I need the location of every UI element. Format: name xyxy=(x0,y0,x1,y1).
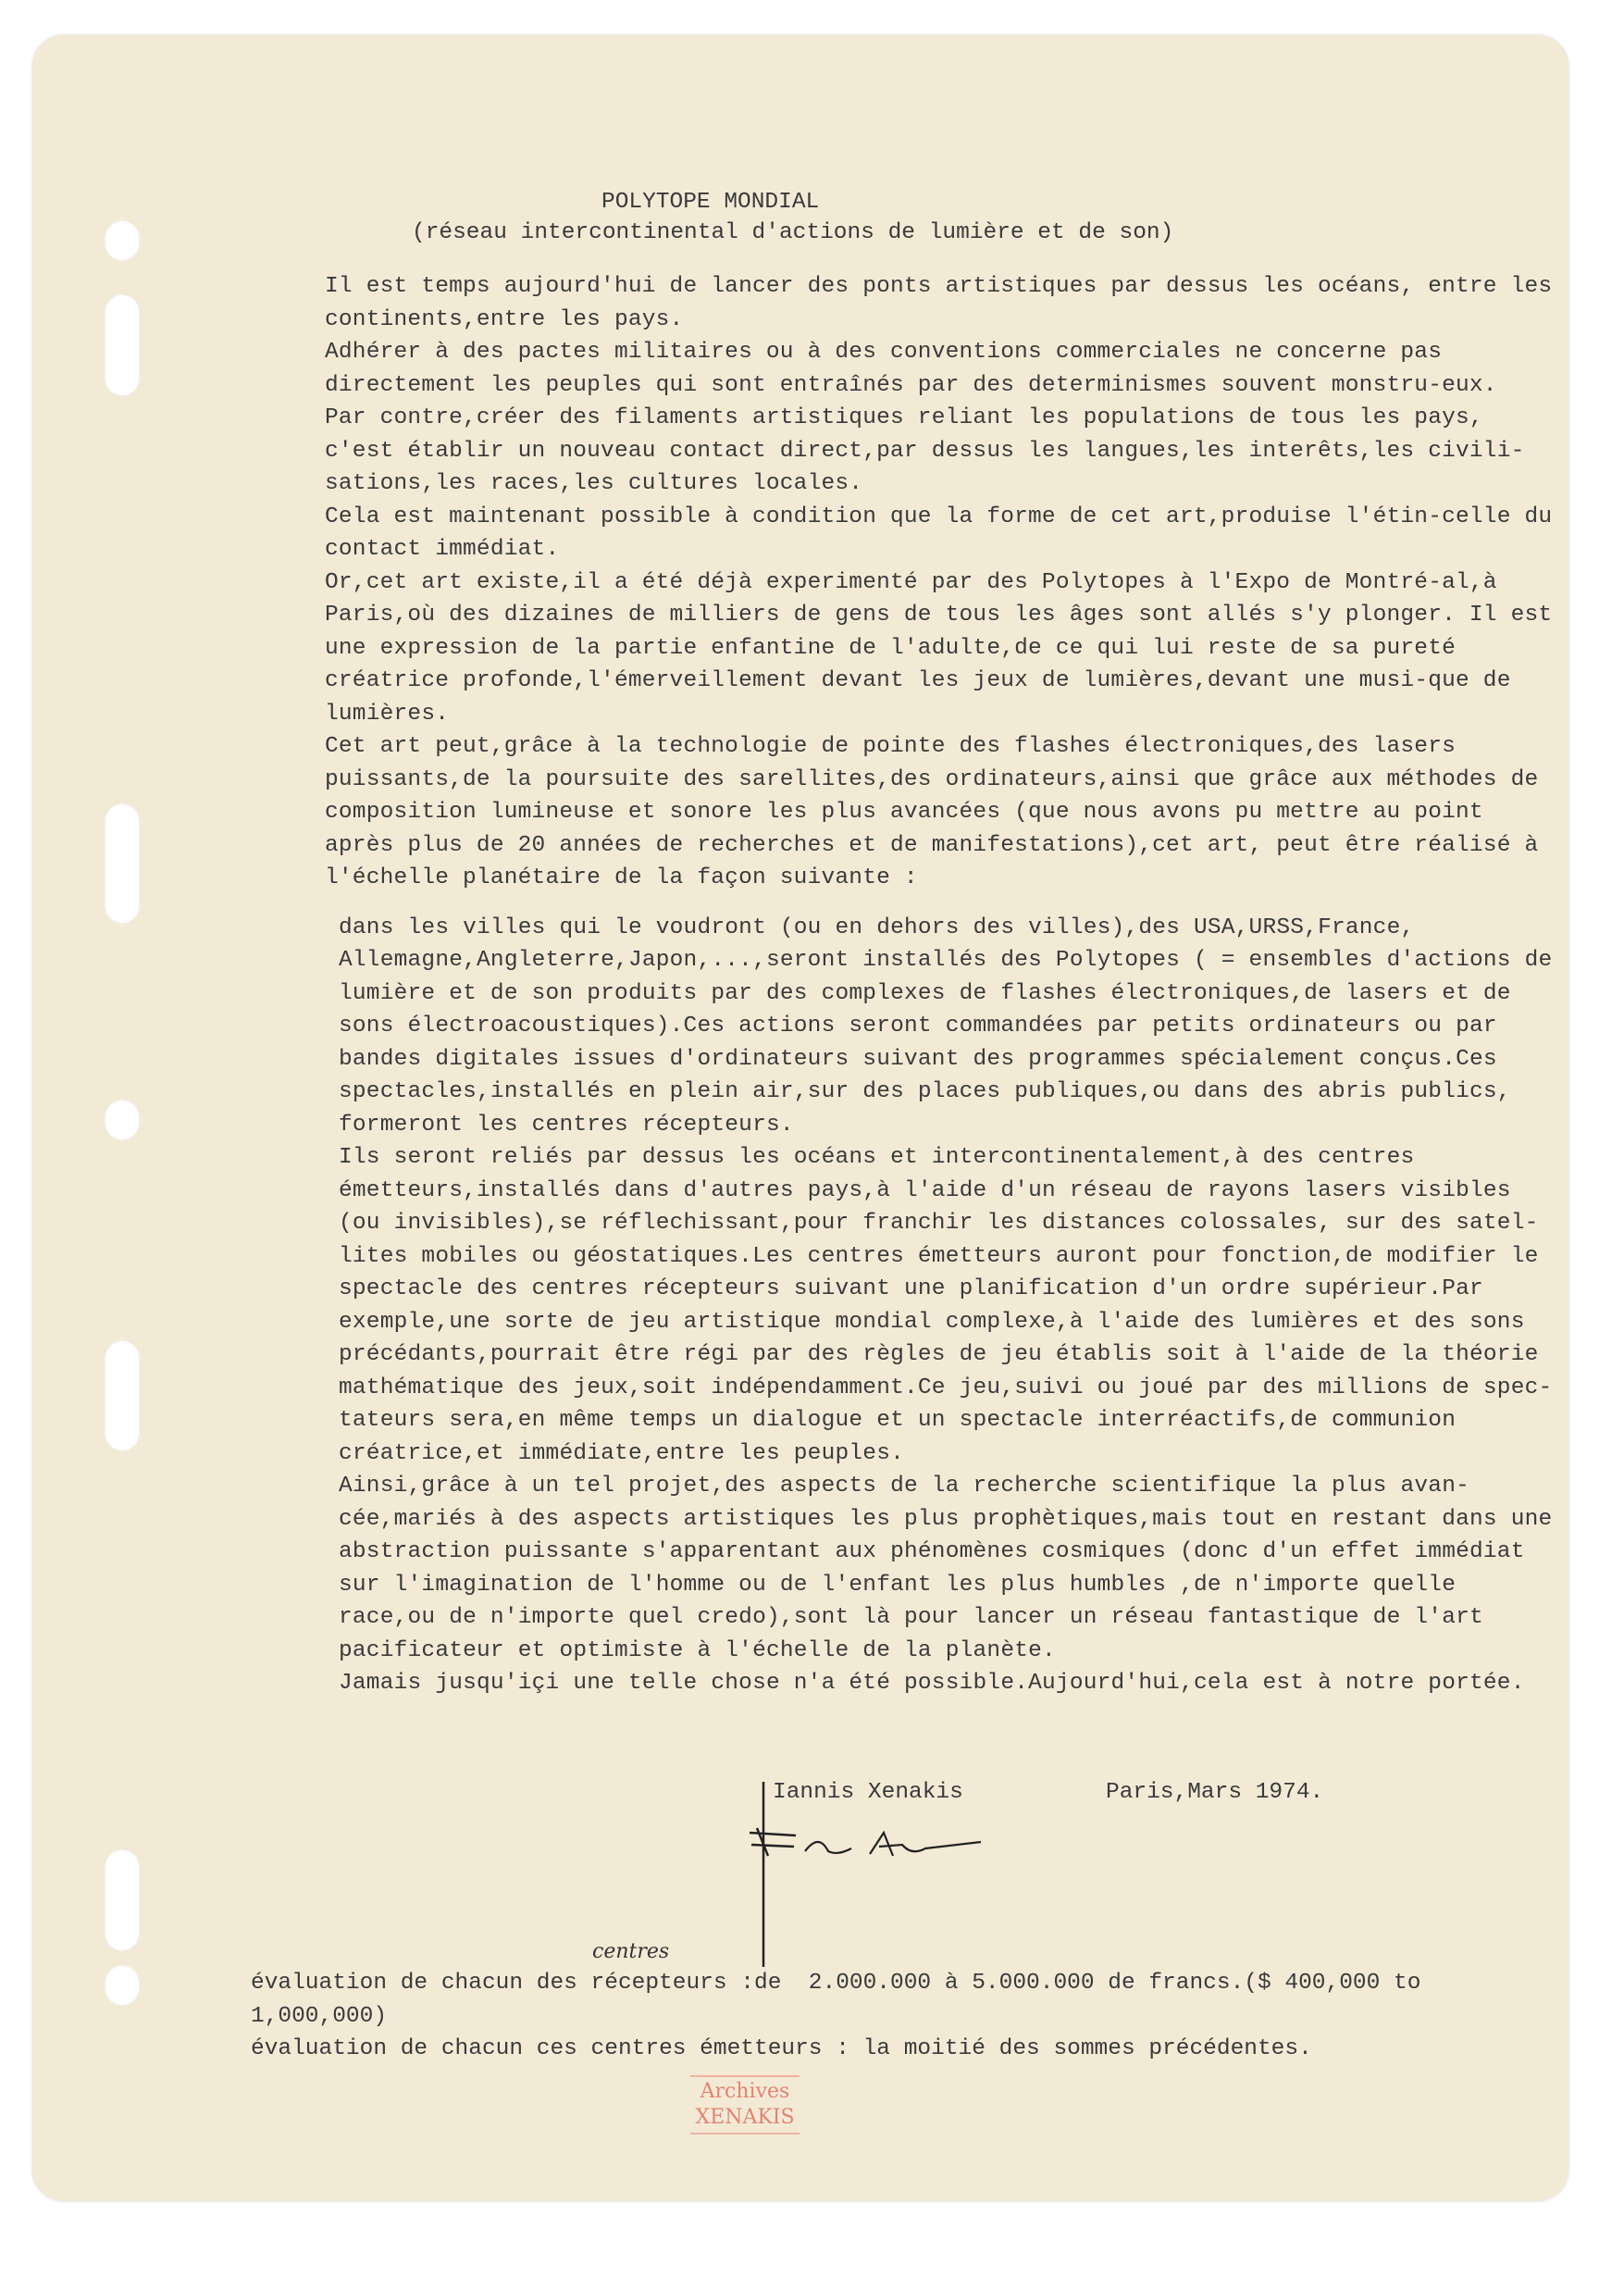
signature xyxy=(740,1782,999,1967)
paragraph: Or,cet art existe,il a été déjà experimenté par des Polytopes à l'Expo de Montré-al,à Paris,où des dizaines de milliers de gens de tous les âges sont allés s'y plonger. Il est une expression de la partie enfantine de l'adulte,de ce qui lui reste de sa pureté créatrice profonde,l'émerveillement devant les jeux de lumières,devant une musi-que de lumières. xyxy=(325,569,1567,727)
document-title: POLYTOPE MONDIAL xyxy=(601,190,820,215)
binder-hole xyxy=(105,294,140,396)
paragraph: Ainsi,grâce à un tel projet,des aspects de la recherche scientifique la plus avan-cée,mariés à des aspects artistiques les plus prophètiques,mais tout en restant dans une abstraction puissante s'apparentant aux phénomènes cosmiques (donc d'un effet immédiat sur l'imagination de l'homme ou de l'enfant les plus humbles ,de n'importe quelle race,ou de n'importe quel credo),sont là pour lancer un réseau fantastique de l'art pacificateur et optimiste à l'échelle de la planète. xyxy=(339,1474,1567,1663)
paragraph: Il est temps aujourd'hui de lancer des ponts artistiques par dessus les océans, entre les continents,entre les pays. xyxy=(325,274,1567,332)
paragraph: Par contre,créer des filaments artistiques reliant les populations de tous les pays, c'est établir un nouveau contact direct,par dessus les langues,les interêts,les civili-sations,les races,les cultures locales. xyxy=(325,405,1525,496)
place-date: Paris,Mars 1974. xyxy=(1106,1780,1324,1805)
body-text xyxy=(251,270,1565,1700)
binder-hole xyxy=(105,1849,140,1951)
binder-hole xyxy=(105,1340,140,1451)
binder-hole xyxy=(105,1100,140,1140)
paragraph: Ils seront reliés par dessus les océans et intercontinentalement,à des centres émetteurs,installés dans d'autres pays,à l'aide d'un réseau de rayons lasers visibles (ou invisibles),se réflechissant,pour franchir les distances colossales, sur des satel-lites mobiles ou géostatiques.Les centres émetteurs auront pour fonction,de modifier le spectacle des centres récepteurs suivant une planification d'un ordre supérieur.Par exemple,une sorte de jeu artistique mondial complexe,à l'aide des lumières et des sons précédants,pourrait être régi par des règles de jeu établis soit à l'aide de la théorie mathématique des jeux,soit indépendamment.Ce jeu,suivi ou joué par des millions de spec-tateurs sera,en même temps un dialogue et un spectacle interréactifs,de communion créatrice,et immédiate,entre les peuples. xyxy=(339,1145,1553,1466)
binder-hole xyxy=(105,803,140,924)
handwritten-insert: centres xyxy=(592,1940,670,1963)
evaluation-line: évaluation de chacun des récepteurs :de 2.000.000 à 5.000.000 de francs.($ 400,000 to 1,000,000) xyxy=(251,1971,1435,2029)
paragraph: Adhérer à des pactes militaires ou à des conventions commerciales ne concerne pas directement les peuples qui sont entraînés par des determinismes souvent monstru-eux. xyxy=(325,340,1497,398)
paragraph: Jamais jusqu'içi une telle chose n'a été possible.Aujourd'hui,cela est à notre portée. xyxy=(339,1671,1525,1696)
binder-hole xyxy=(105,1965,140,2006)
paragraph: Cet art peut,grâce à la technologie de pointe des flashes électroniques,des lasers puissants,de la poursuite des sarellites,des ordinateurs,ainsi que grâce aux méthodes de composition lumineuse et sonore les plus avancées (que nous avons pu mettre au point après plus de 20 années de recherches et de manifestations),cet art, peut être réalisé à l'échelle planétaire de la façon suivante : xyxy=(325,734,1553,890)
stamp-line-1: Archives xyxy=(700,2080,790,2103)
binder-hole xyxy=(105,220,140,261)
evaluation-block xyxy=(251,1967,1565,2066)
archive-stamp xyxy=(685,2073,805,2136)
evaluation-line: évaluation de chacun ces centres émetteurs : la moitié des sommes précédentes. xyxy=(251,2036,1312,2061)
document-subtitle: (réseau intercontinental d'actions de lumière et de son) xyxy=(412,220,1174,245)
paragraph: dans les villes qui le voudront (ou en dehors des villes),des USA,URSS,France, Allemagne,Angleterre,Japon,...,seront installés des Polytopes ( = ensembles d'actions de lumière et de son produits par des complexes de flashes électroniques,de lasers et de sons électroacoustiques).Ces actions seront commandées par petits ordinateurs ou par bandes digitales issues d'ordinateurs suivant des programmes spécialement conçus.Ces spectacles,installés en plein air,sur des places publiques,ou dans des abris publics, formeront les centres récepteurs. xyxy=(339,915,1567,1138)
author-name: Iannis Xenakis xyxy=(773,1780,963,1805)
paragraph: Cela est maintenant possible à condition que la forme de cet art,produise l'étin-celle du contact immédiat. xyxy=(325,504,1567,562)
stamp-line-2: XENAKIS xyxy=(695,2106,795,2129)
